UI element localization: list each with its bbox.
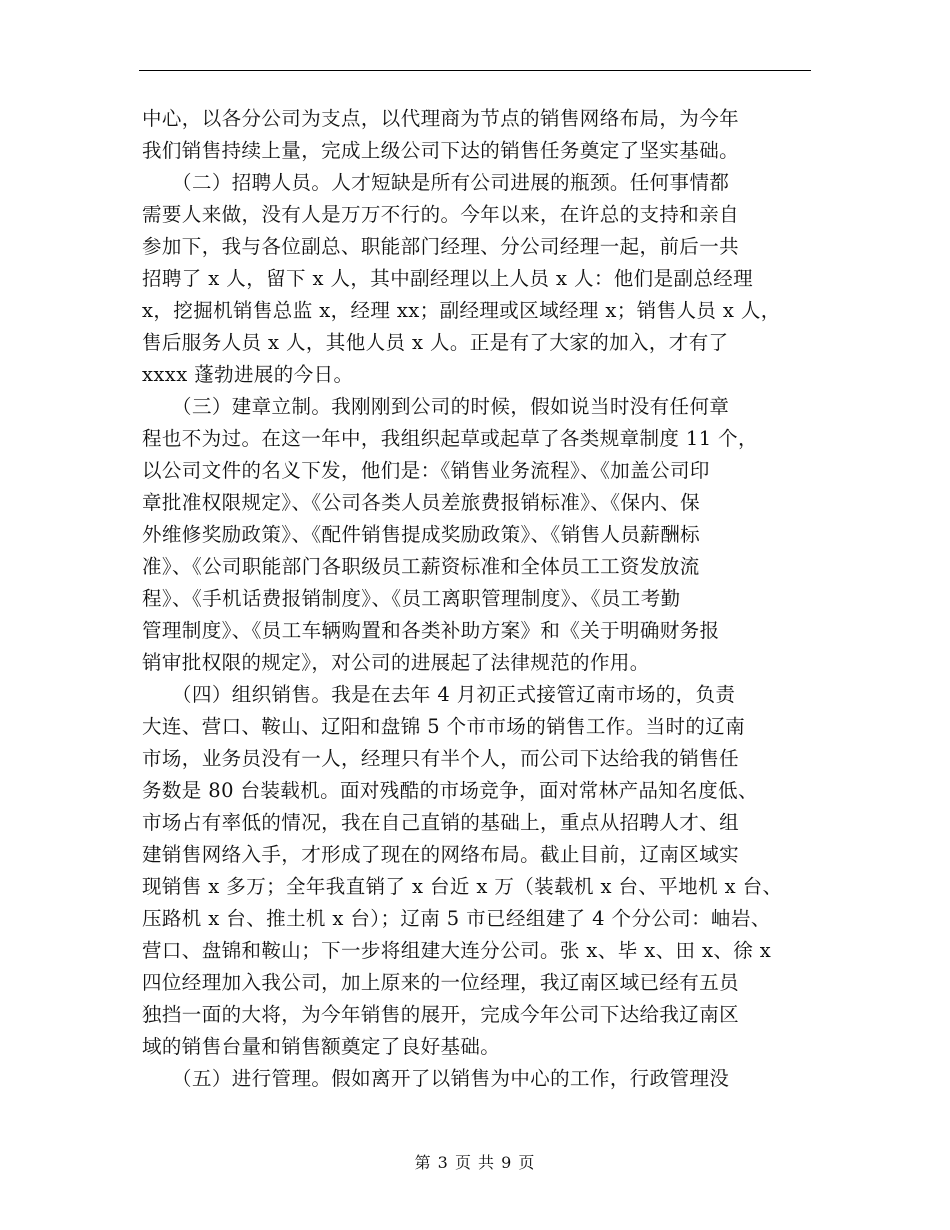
body-text [142,103,804,1095]
text-line: （四）组织销售。我是在去年 4 月初正式接管辽南市场的，负责 [142,683,736,706]
text-line: 需要人来做，没有人是万万不行的。今年以来，在许总的支持和亲自 [142,203,740,226]
text-line: 我们销售持续上量，完成上级公司下达的销售任务奠定了坚实基础。 [142,139,740,162]
text-line: 准》、《公司职能部门各职级员工薪资标准和全体员工工资发放流 [142,555,700,578]
text-line: 大连、营口、鞍山、辽阳和盘锦 5 个市市场的销售工作。当时的辽南 [142,715,746,738]
text-line: 压路机 x 台、推土机 x 台）；辽南 5 市已经组建了 4 个分公司：岫岩、 [142,907,771,930]
text-line: 招聘了 x 人，留下 x 人，其中副经理以上人员 x 人：他们是副总经理 [142,267,754,290]
text-line: 参加下，我与各位副总、职能部门经理、分公司经理一起，前后一共 [142,235,740,258]
header-rule [139,70,811,71]
text-line: 中心，以各分公司为支点，以代理商为节点的销售网络布局，为今年 [142,107,740,130]
text-line: 管理制度》、《员工车辆购置和各类补助方案》和《关于明确财务报 [142,619,720,642]
text-line: 外维修奖励政策》、《配件销售提成奖励政策》、《销售人员薪酬标 [142,523,701,546]
text-line: 市场，业务员没有一人，经理只有半个人，而公司下达给我的销售任 [142,747,740,770]
text-line: 域的销售台量和销售额奠定了良好基础。 [142,1035,501,1058]
text-line: 章批准权限规定》、《公司各类人员差旅费报销标准》、《保内、保 [142,491,701,514]
text-line: 以公司文件的名义下发，他们是：《销售业务流程》、《加盖公司印 [142,459,710,482]
text-line: 营口、盘锦和鞍山；下一步将组建大连分公司。张 x、毕 x、田 x、徐 x [142,939,772,962]
text-line: 程》、《手机话费报销制度》、《员工离职管理制度》、《员工考勤 [142,587,681,610]
text-line: （五）进行管理。假如离开了以销售为中心的工作，行政管理没 [142,1067,730,1090]
text-line: x，挖掘机销售总监 x，经理 xx；副经理或区域经理 x；销售人员 x 人， [142,299,781,322]
text-line: （三）建章立制。我刚刚到公司的时候，假如说当时没有任何章 [142,395,730,418]
text-line: 务数是 80 台装载机。面对残酷的市场竞争，面对常林产品知名度低、 [142,779,758,802]
text-line: 四位经理加入我公司，加上原来的一位经理，我辽南区域已经有五员 [142,971,740,994]
text-line: 销审批权限的规定》，对公司的进展起了法律规范的作用。 [142,651,650,674]
text-line: 现销售 x 多万；全年我直销了 x 台近 x 万（装载机 x 台、平地机 x 台、 [142,875,783,898]
text-line: 市场占有率低的情况，我在自己直销的基础上，重点从招聘人才、组 [142,811,740,834]
text-line: 程也不为过。在这一年中，我组织起草或起草了各类规章制度 11 个， [142,427,758,450]
text-line: xxxx 蓬勃进展的今日。 [142,363,354,386]
text-line: （二）招聘人员。人才短缺是所有公司进展的瓶颈。任何事情都 [142,171,730,194]
text-line: 建销售网络入手，才形成了现在的网络布局。截止目前，辽南区域实 [142,843,740,866]
page-number-footer: 第 3 页 共 9 页 [414,1153,536,1172]
text-line: 独挡一面的大将，为今年销售的展开，完成今年公司下达给我辽南区 [142,1003,740,1026]
text-line: 售后服务人员 x 人，其他人员 x 人。正是有了大家的加入，才有了 [142,331,729,354]
